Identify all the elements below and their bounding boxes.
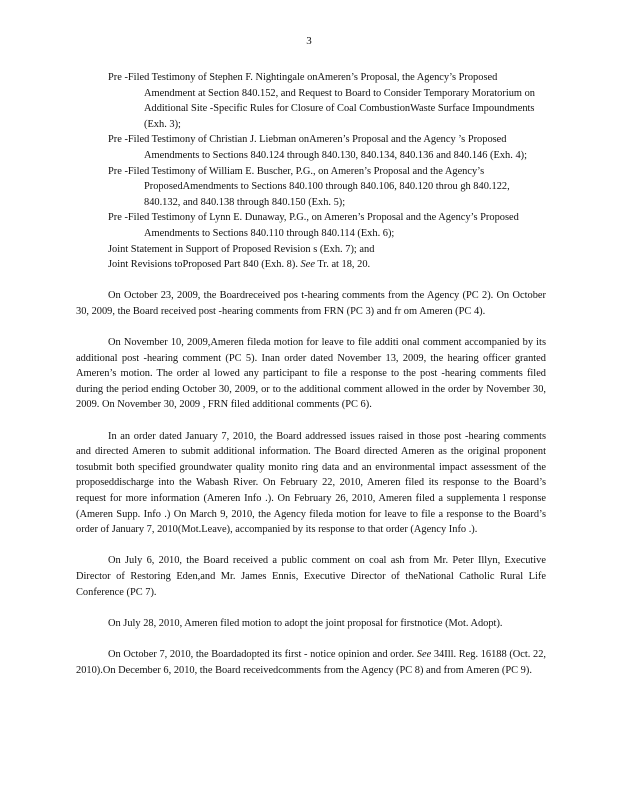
transcript-cite: Tr. at 18, 20.: [317, 259, 371, 271]
paragraph-post-hearing-comments: On October 23, 2009, the Boardreceived pos t-hearing comments from the Agency (PC 2). On October 30, 2009, the Board received post -hearing comments from FRN (PC 3) and fr om Ameren (PC 4).: [76, 290, 546, 317]
exhibit-list: [108, 70, 546, 273]
see-signal: See: [416, 648, 432, 660]
paragraph-january-order: In an order dated January 7, 2010, the Board addressed issues raised in those post -hearing comments and directed Ameren to submit additional information. The Board directed Ameren as the original proponent tosubmit both specified groundwater quality monito ring data and an environmental impact assessment of the proposeddischarge into the Wabash River. On February 22, 2010, Ameren filed its response to the Board’s request for more information (Ameren Info .). On February 26, 2010, Ameren filed a supplementa l response (Ameren Supp. Info .) On March 9, 2010, the Agency fileda motion for leave to file a response to the Board’s order of January 7, 2010(Mot.Leave), accompanied by its response to that order (Agency Info .).: [76, 430, 546, 536]
exhibit-item: Joint Statement in Support of Proposed Revision s (Exh. 7); and: [108, 243, 375, 255]
paragraph-text: 34Ill. Reg. 16188 (Oct. 22, 2010).On December 6, 2010, the Board receivedcomments from the Agency (PC 8) and from Ameren (PC 9).: [76, 648, 547, 676]
paragraph-text: On October 7, 2010, the Boardadopted its first - notice opinion and order.: [108, 648, 415, 660]
exhibit-item: Pre -Filed Testimony of Christian J. Liebman onAmeren’s Proposal and the Agency ’s Proposed Amendments to Sections 840.124 through 840.130, 840.134, 840.136 and 840.146 (Exh. 4);: [108, 134, 527, 161]
exhibit-item-last: [108, 257, 546, 273]
paragraph-public-comment: On July 6, 2010, the Board received a public comment on coal ash from Mr. Peter Illyn, Executive Director of Restoring Eden,and Mr. James Ennis, Executive Director of theNational Catholic Rural Life Conference (PC 7).: [76, 555, 546, 598]
exhibit-item: Pre -Filed Testimony of Stephen F. Nightingale onAmeren’s Proposal, the Agency’s Proposed Amendment at Section 840.152, and Request to Board to Consider Temporary Moratorium on Additional Site -Specific Rules for Closure of Coal CombustionWaste Surface Impoundments (Exh. 3);: [108, 72, 535, 130]
exhibit-item: Pre -Filed Testimony of Lynn E. Dunaway, P.G., on Ameren’s Proposal and the Agency’s Proposed Amendments to Sections 840.110 through 840.114 (Exh. 6);: [108, 212, 519, 239]
exhibit-item-text: Joint Revisions toProposed Part 840 (Exh. 8).: [108, 259, 298, 271]
exhibit-item: Pre -Filed Testimony of William E. Buscher, P.G., on Ameren’s Proposal and the Agency’s ProposedAmendments to Sections 840.100 through 840.106, 840.120 throu gh 840.122, 840.132, and 840.138 through 840.150 (Exh. 5);: [108, 165, 510, 208]
see-signal: See: [300, 259, 315, 271]
page-number: 3: [306, 35, 312, 47]
paragraph-first-notice: [76, 647, 546, 678]
paragraph-motion-for-leave: On November 10, 2009,Ameren fileda motion for leave to file additi onal comment accompanied by its additional post -hearing comment (PC 5). Inan order dated November 13, 2009, the hearing officer granted Ameren’s motion. The order al lowed any participant to file a response to the post -hearing comments filed during the period ending October 30, 2009, or to the additional comment allowed in the order by November 30, 2009. On November 30, 2009 , FRN filed additional comments (PC 6).: [76, 337, 546, 411]
document-body: [76, 70, 546, 689]
paragraph-motion-to-adopt: On July 28, 2010, Ameren filed motion to adopt the joint proposal for firstnotice (Mot. Adopt).: [108, 617, 503, 629]
